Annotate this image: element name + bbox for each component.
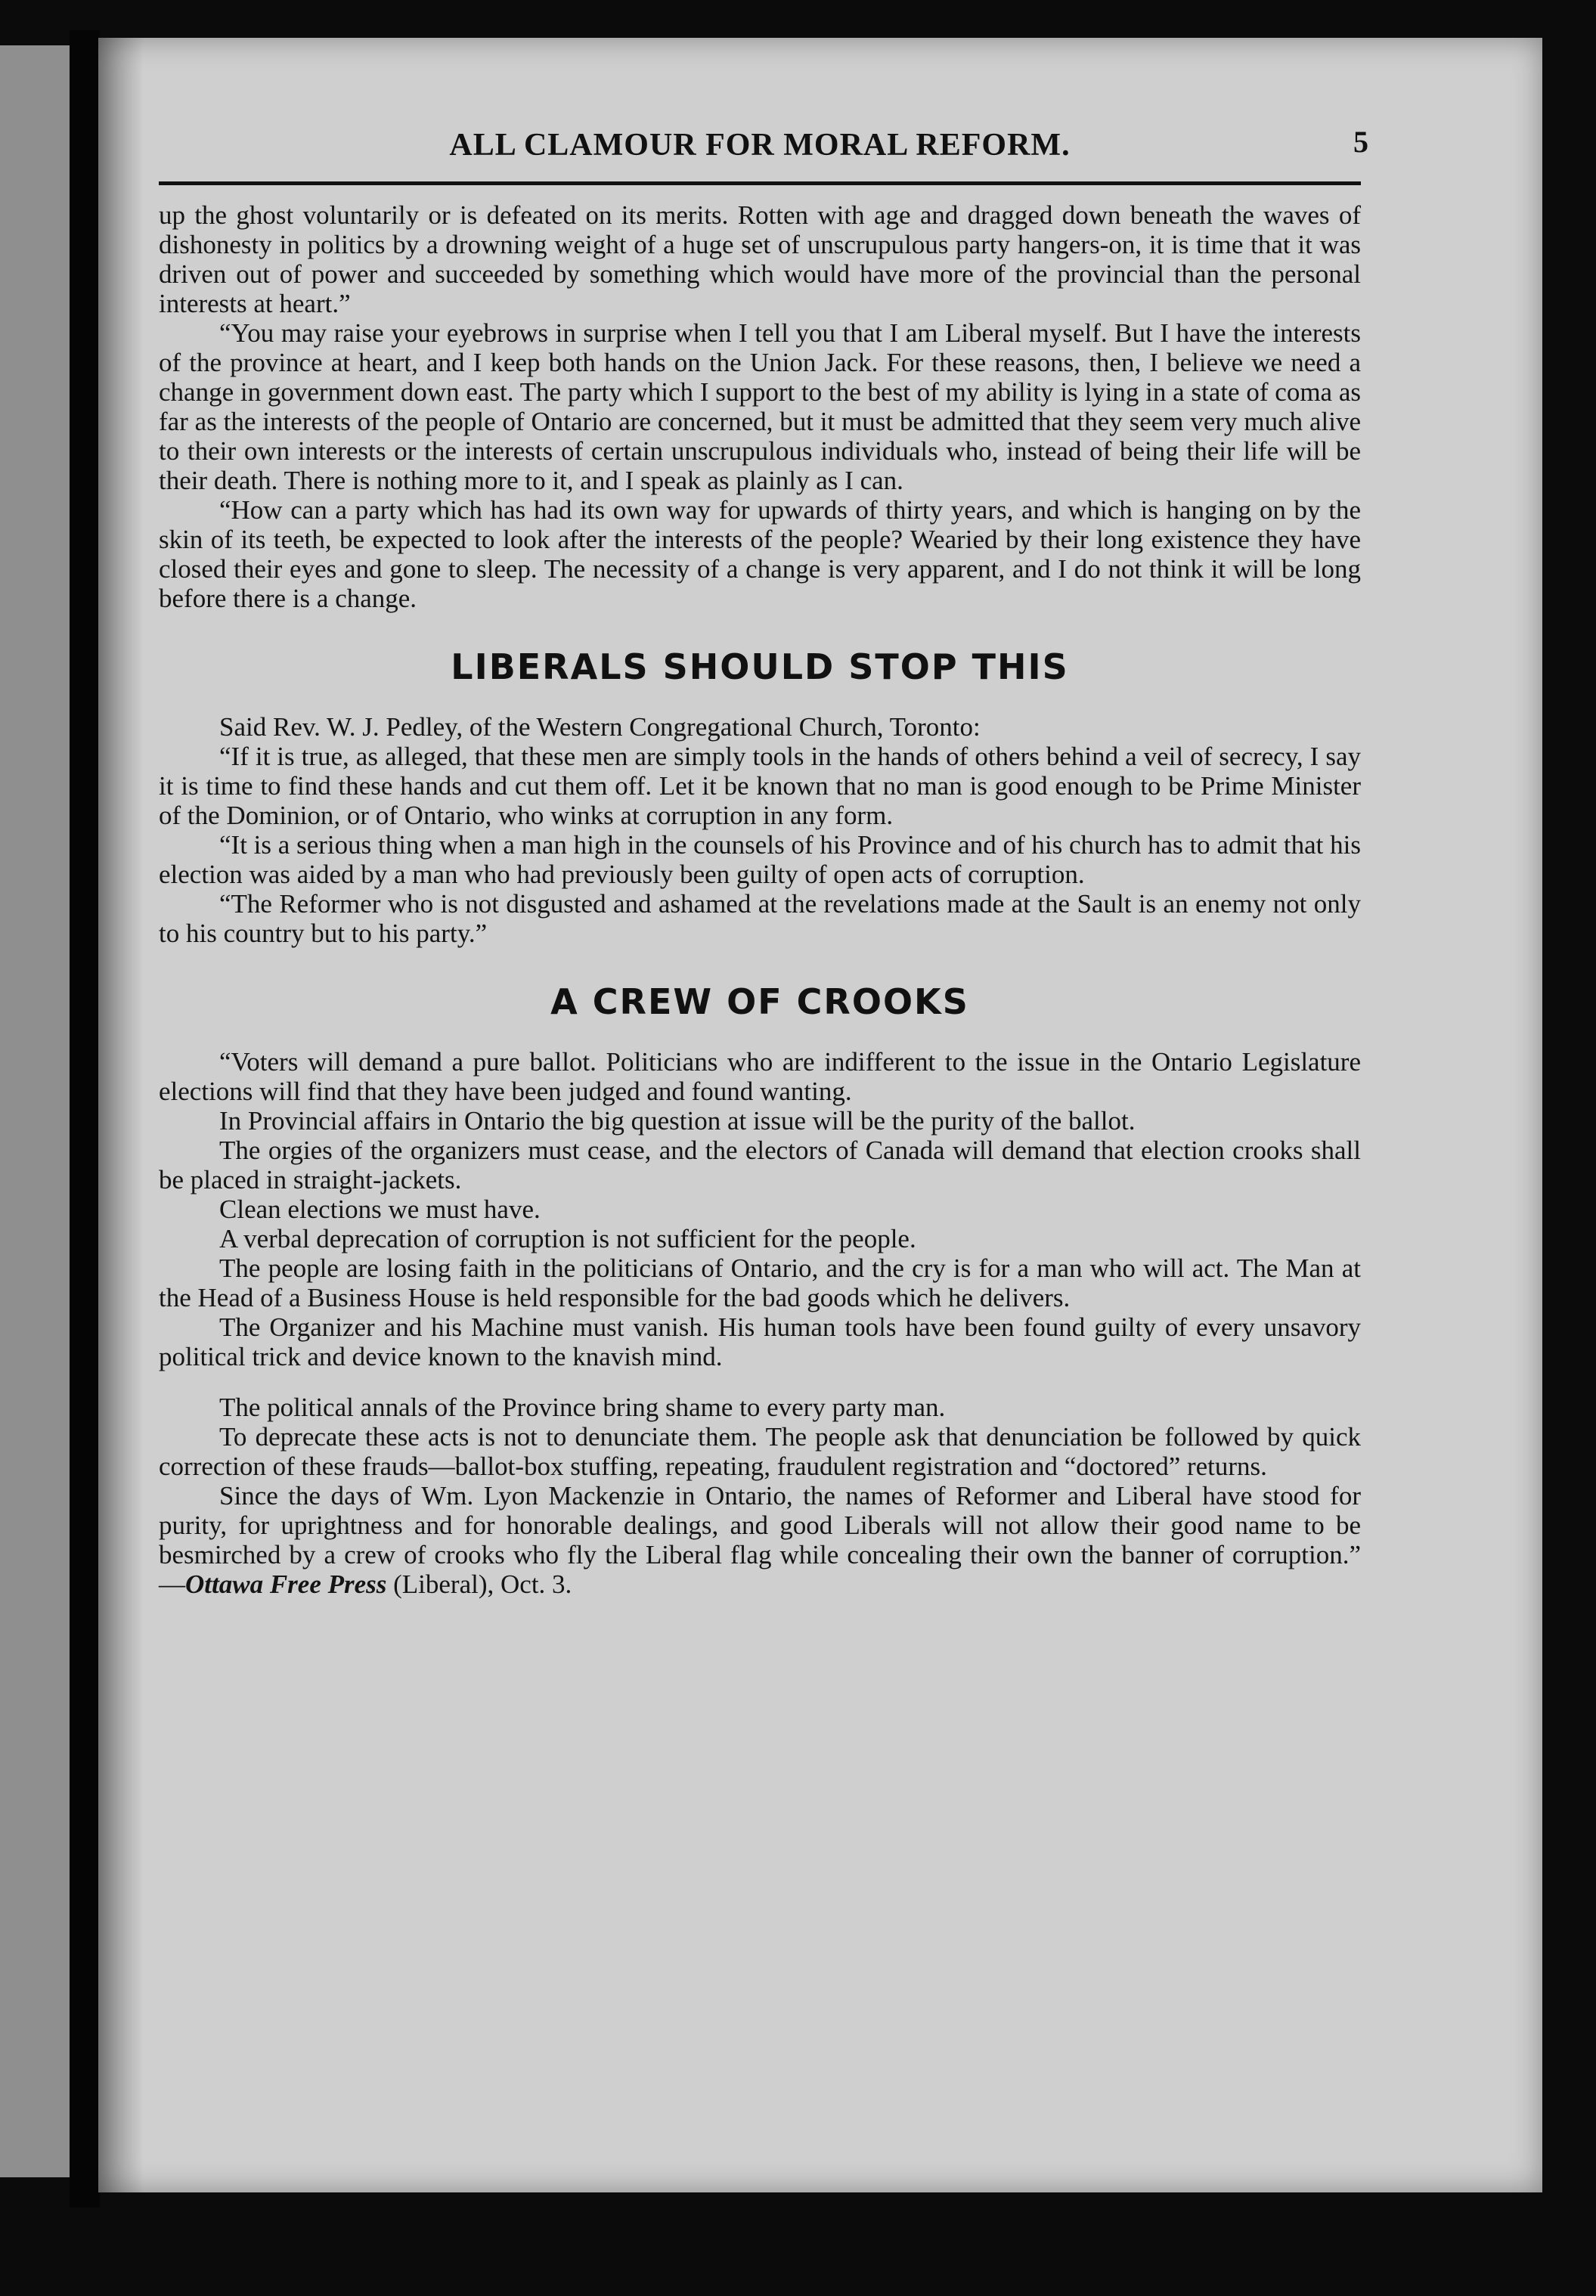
paragraph: A verbal deprecation of corruption is not sufficient for the people. (219, 1224, 916, 1253)
book-gutter (70, 30, 100, 2208)
section-heading: LIBERALS SHOULD STOP THIS (451, 646, 1069, 687)
paragraph: The people are losing faith in the politicians of Ontario, and the cry is for a man who will act. The Man at the Head of a Business House is held responsible for the bad goods which he delivers. (159, 1253, 1361, 1312)
paragraph: “The Reformer who is not disgusted and ashamed at the revelations made at the Sault is an enemy not only to his country but to his party.” (159, 889, 1361, 948)
page-body (159, 200, 1361, 1599)
page-number: 5 (1353, 125, 1368, 159)
paragraph: In Provincial affairs in Ontario the big question at issue will be the purity of the ballot. (219, 1106, 1136, 1136)
final-paragraph (159, 1481, 1361, 1599)
paragraph: “It is a serious thing when a man high in the counsels of his Province and of his church has to admit that his election was aided by a man who had previously been guilty of open acts of corruption. (159, 830, 1361, 889)
paragraph: To deprecate these acts is not to denunciate them. The people ask that denunciation be followed by quick correction of these frauds—ballot-box stuffing, repeating, fraudulent registration and “doctored” returns. (159, 1422, 1361, 1481)
running-head: ALL CLAMOUR FOR MORAL REFORM. (449, 128, 1071, 163)
paragraph: The Organizer and his Machine must vanish. His human tools have been found guilty of every unsavory political trick and device known to the knavish mind. (159, 1312, 1361, 1371)
paragraph: The political annals of the Province bring shame to every party man. (219, 1393, 946, 1422)
paragraph: “How can a party which has had its own way for upwards of thirty years, and which is hanging on by the skin of its teeth, be expected to look after the interests of the people? Wearied by their long existence they have closed their eyes and gone to sleep. The necessity of a change is very apparent, and I do not think it will be long before there is a change. (159, 495, 1361, 613)
source-tail: (Liberal), Oct. 3. (386, 1569, 572, 1599)
paragraph: The orgies of the organizers must cease, and the electors of Canada will demand that election crooks shall be placed in straight-jackets. (159, 1136, 1361, 1194)
header-rule (159, 181, 1361, 185)
paragraph: Said Rev. W. J. Pedley, of the Western Congregational Church, Toronto: (219, 712, 981, 742)
paragraph: “Voters will demand a pure ballot. Politicians who are indifferent to the issue in the Ontario Legislature elections will find that they have been judged and found wanting. (159, 1047, 1361, 1106)
facing-page-edge (0, 45, 70, 2177)
final-paragraph-text: Since the days of Wm. Lyon Mackenzie in Ontario, the names of Reformer and Liberal have stood for purity, for uprightness and for honorable dealings, and good Liberals will not allow their good name to be besmirched by a crew of crooks who fly the Liberal flag while concealing their own the banner of corruption.” — (159, 1481, 1361, 1599)
section-heading: A CREW OF CROOKS (550, 981, 969, 1022)
paragraph: “You may raise your eyebrows in surprise when I tell you that I am Liberal myself. But I have the interests of the province at heart, and I keep both hands on the Union Jack. For these reasons, then, I believe we need a change in government down east. The party which I support to the best of my ability is lying in a state of coma as far as the interests of the people of Ontario are concerned, but it must be admitted that they seem very much alive to their own interests or the interests of certain unscrupulous individuals who, instead of being their life will be their death. There is nothing more to it, and I speak as plainly as I can. (159, 318, 1361, 495)
gutter-shadow (98, 38, 144, 2192)
paragraph: “If it is true, as alleged, that these men are simply tools in the hands of others behind a veil of secrecy, I say it is time to find these hands and cut them off. Let it be known that no man is good enough to be Prime Minister of the Dominion, or of Ontario, who winks at corruption in any form. (159, 742, 1361, 830)
paragraph: up the ghost voluntarily or is defeated on its merits. Rotten with age and dragged down beneath the waves of dishonesty in politics by a drowning weight of a huge set of unscrupulous party hangers-on, it is time that it was driven out of power and succeeded by something which would have more of the provincial than the personal interests at heart.” (159, 200, 1361, 318)
paragraph-gap (159, 1371, 1361, 1393)
page-header (159, 121, 1368, 174)
source-citation: Ottawa Free Press (185, 1569, 387, 1599)
paragraph: Clean elections we must have. (219, 1194, 541, 1224)
